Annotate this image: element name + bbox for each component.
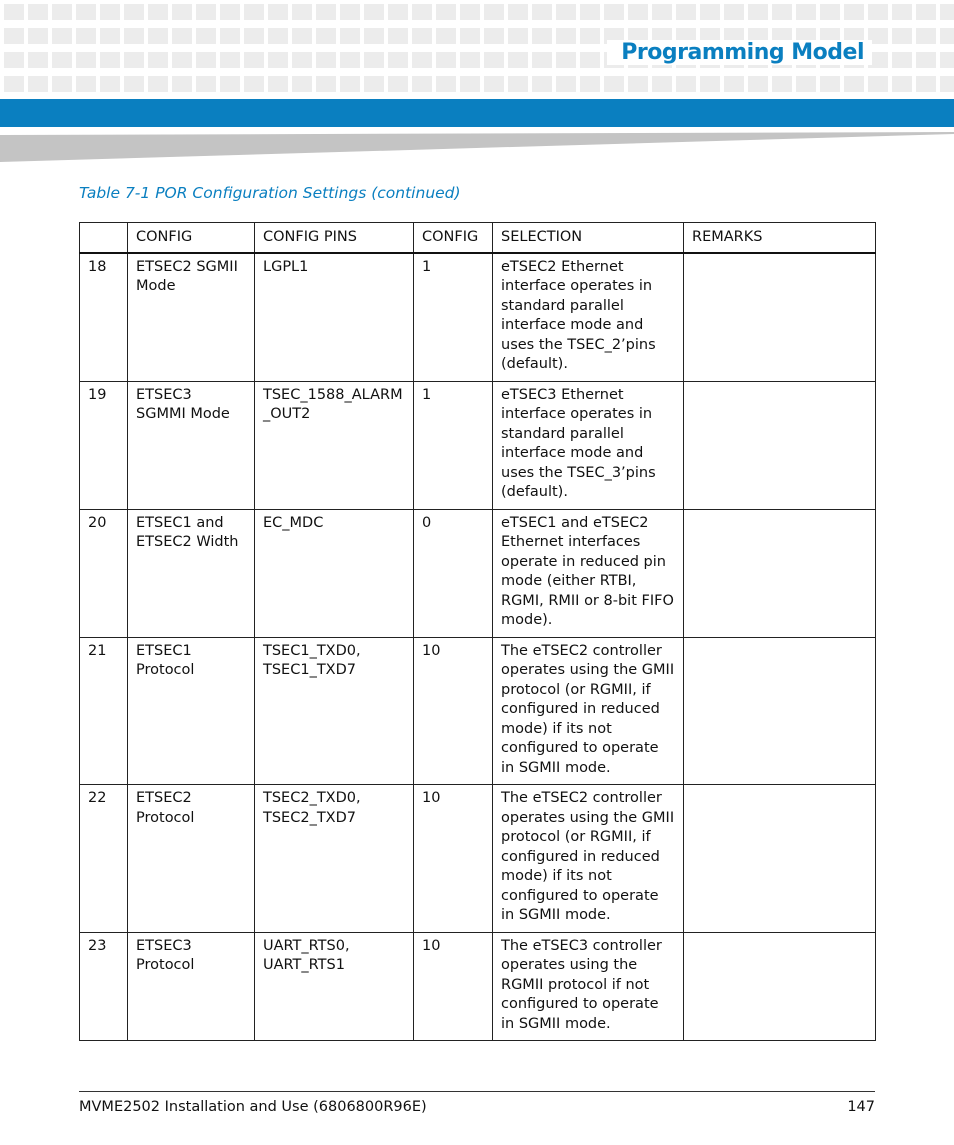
remarks-cell xyxy=(684,253,876,382)
page-section-title: Programming Model xyxy=(607,40,872,65)
selection-cell: eTSEC1 and eTSEC2 Ethernet interfaces operate in reduced pin mode (either RTBI, RGMI, RMII or 8-bit FIFO mode). xyxy=(493,509,684,637)
config-pins-cell: TSEC2_TXD0, TSEC2_TXD7 xyxy=(255,785,414,933)
remarks-cell xyxy=(684,932,876,1041)
table-row xyxy=(80,637,876,785)
column-header-config-value: CONFIG xyxy=(414,223,493,253)
header-blue-bar xyxy=(0,99,954,127)
selection-cell: The eTSEC2 controller operates using the GMII protocol (or RGMII, if configured in reduced mode) if its not configured to operate in SGMII mode. xyxy=(493,637,684,785)
selection-cell: The eTSEC3 controller operates using the RGMII protocol if not configured to operate in SGMII mode. xyxy=(493,932,684,1041)
config-cell: ETSEC1 Protocol xyxy=(128,637,255,785)
config-pins-cell: TSEC_1588_ALARM _OUT2 xyxy=(255,381,414,509)
column-header-number xyxy=(80,223,128,253)
table-header-row xyxy=(80,223,876,253)
row-number-cell: 23 xyxy=(80,932,128,1041)
config-value-cell: 1 xyxy=(414,381,493,509)
row-number-cell: 18 xyxy=(80,253,128,382)
config-value-cell: 10 xyxy=(414,637,493,785)
table-caption: Table 7-1 POR Configuration Settings (continued) xyxy=(79,184,461,202)
row-number-cell: 20 xyxy=(80,509,128,637)
config-value-cell: 10 xyxy=(414,785,493,933)
column-header-config-pins: CONFIG PINS xyxy=(255,223,414,253)
table-row xyxy=(80,932,876,1041)
config-value-cell: 10 xyxy=(414,932,493,1041)
table-row xyxy=(80,785,876,933)
remarks-cell xyxy=(684,381,876,509)
config-pins-cell: UART_RTS0, UART_RTS1 xyxy=(255,932,414,1041)
config-cell: ETSEC2 Protocol xyxy=(128,785,255,933)
remarks-cell xyxy=(684,785,876,933)
column-header-config: CONFIG xyxy=(128,223,255,253)
column-header-selection: SELECTION xyxy=(493,223,684,253)
config-pins-cell: EC_MDC xyxy=(255,509,414,637)
row-number-cell: 19 xyxy=(80,381,128,509)
row-number-cell: 21 xyxy=(80,637,128,785)
table-row xyxy=(80,509,876,637)
remarks-cell xyxy=(684,637,876,785)
table-row xyxy=(80,381,876,509)
footer-rule xyxy=(79,1091,875,1092)
config-value-cell: 0 xyxy=(414,509,493,637)
config-pins-cell: LGPL1 xyxy=(255,253,414,382)
footer-page-number: 147 xyxy=(847,1099,875,1115)
config-cell: ETSEC2 SGMII Mode xyxy=(128,253,255,382)
config-cell: ETSEC3 Protocol xyxy=(128,932,255,1041)
row-number-cell: 22 xyxy=(80,785,128,933)
column-header-remarks: REMARKS xyxy=(684,223,876,253)
por-configuration-table xyxy=(79,222,876,1041)
remarks-cell xyxy=(684,509,876,637)
config-cell: ETSEC1 and ETSEC2 Width xyxy=(128,509,255,637)
header-gray-wedge xyxy=(0,132,954,162)
table-row xyxy=(80,253,876,382)
config-pins-cell: TSEC1_TXD0, TSEC1_TXD7 xyxy=(255,637,414,785)
selection-cell: eTSEC2 Ethernet interface operates in standard parallel interface mode and uses the TSEC_2’pins (default). xyxy=(493,253,684,382)
footer-document-title: MVME2502 Installation and Use (6806800R96E) xyxy=(79,1099,427,1115)
config-cell: ETSEC3 SGMMI Mode xyxy=(128,381,255,509)
config-value-cell: 1 xyxy=(414,253,493,382)
selection-cell: The eTSEC2 controller operates using the GMII protocol (or RGMII, if configured in reduced mode) if its not configured to operate in SGMII mode. xyxy=(493,785,684,933)
selection-cell: eTSEC3 Ethernet interface operates in standard parallel interface mode and uses the TSEC_3’pins (default). xyxy=(493,381,684,509)
